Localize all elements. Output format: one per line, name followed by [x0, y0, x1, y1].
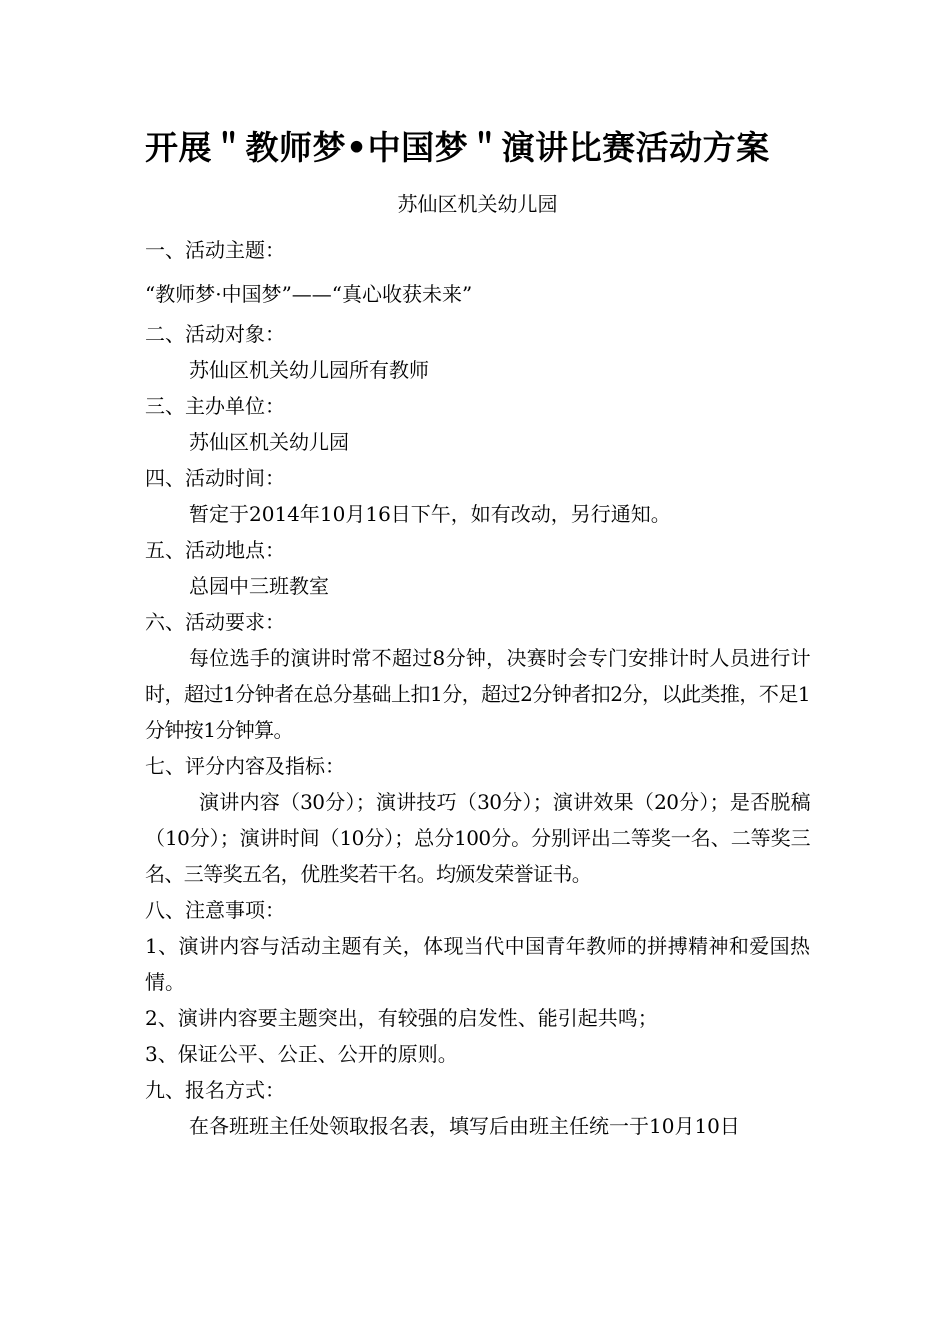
- section-body-location: 总园中三班教室: [189, 574, 329, 598]
- section-heading-participants: 二、活动对象：: [145, 322, 285, 346]
- section-heading-organizer: 三、主办单位：: [145, 394, 285, 418]
- section-heading-notes: 八、注意事项：: [145, 898, 285, 922]
- document-title: 开展＂教师梦•中国梦＂演讲比赛活动方案: [145, 128, 770, 167]
- section-body-scoring: 演讲内容（30分）；演讲技巧（30分）；演讲效果（20分）；是否脱稿（10分）；演讲时间（10分）；总分100分。分别评出二等奖一名、二等奖三名、三等奖五名，优胜奖若干名。均颁发荣誉证书。: [145, 790, 810, 886]
- section-heading-registration: 九、报名方式：: [145, 1078, 285, 1102]
- notes-item-1: 1、演讲内容与活动主题有关，体现当代中国青年教师的拼搏精神和爱国热情。: [145, 934, 810, 994]
- section-heading-location: 五、活动地点：: [145, 538, 285, 562]
- notes-item-2: 2、演讲内容要主题突出，有较强的启发性、能引起共鸣；: [145, 1006, 658, 1030]
- section-heading-time: 四、活动时间：: [145, 466, 285, 490]
- section-body-theme: “教师梦·中国梦”——“真心收获未来”: [145, 282, 473, 306]
- section-heading-requirements: 六、活动要求：: [145, 610, 285, 634]
- organization-name: 苏仙区机关幼儿园: [397, 192, 558, 216]
- document-page: [145, 122, 810, 1144]
- notes-item-3: 3、保证公平、公正、公开的原则。: [145, 1042, 458, 1066]
- section-body-requirements: 每位选手的演讲时常不超过8分钟，决赛时会专门安排计时人员进行计时，超过1分钟者在总分基础上扣1分，超过2分钟者扣2分，以此类推，不足1分钟按1分钟算。: [145, 646, 810, 742]
- section-body-organizer: 苏仙区机关幼儿园: [189, 430, 349, 454]
- section-body-registration: 在各班班主任处领取报名表，填写后由班主任统一于10月10日: [189, 1114, 740, 1138]
- section-heading-theme: 一、活动主题：: [145, 238, 285, 262]
- section-body-time: 暂定于2014年10月16日下午，如有改动，另行通知。: [189, 502, 671, 526]
- section-heading-scoring: 七、评分内容及指标：: [145, 754, 345, 778]
- section-body-participants: 苏仙区机关幼儿园所有教师: [189, 358, 429, 382]
